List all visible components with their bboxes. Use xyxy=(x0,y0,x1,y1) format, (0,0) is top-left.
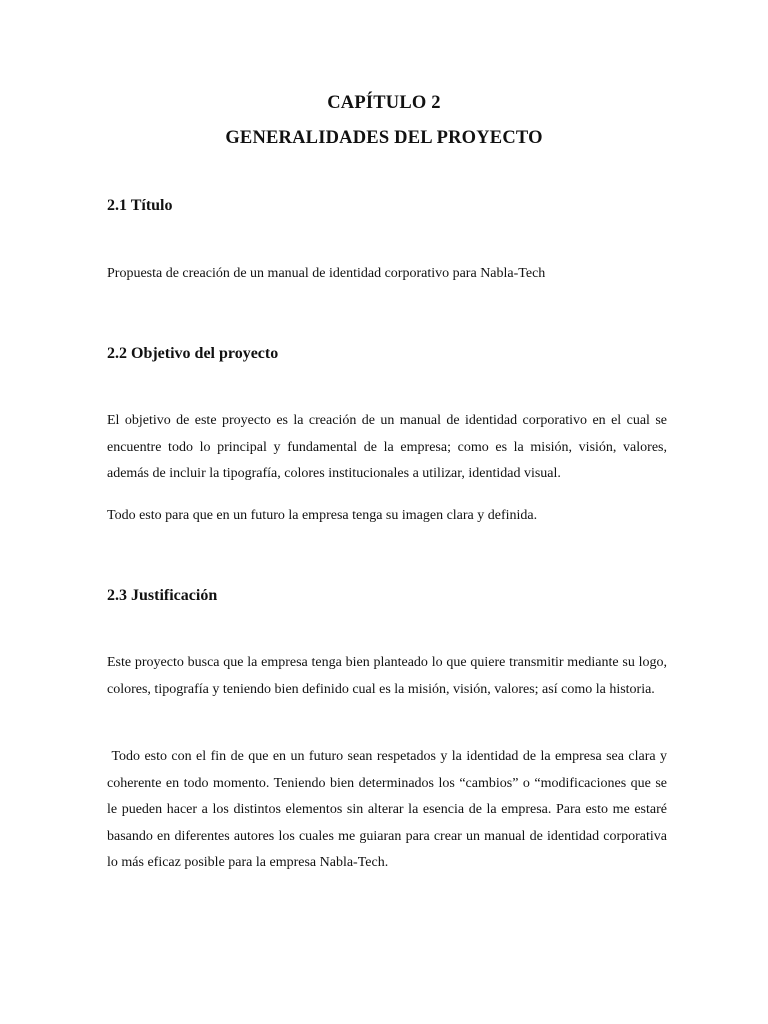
section-heading-objetivo: 2.2 Objetivo del proyecto xyxy=(107,345,279,362)
paragraph-justificacion-2: Todo esto con el fin de que en un futuro sean respetados y la identidad de la empresa sea clara y coherente en todo momento. Teniendo bien determinados los “cambios” o “modificaciones que se le pueden hacer a los distintos elementos sin alterar la esencia de la empresa. Para esto me estaré basando en diferentes autores los cuales me guiaran para crear un manual de identidad corporativa lo más eficaz posible para la empresa Nabla-Tech. xyxy=(107,749,671,870)
paragraph-justificacion-1: Este proyecto busca que la empresa tenga bien planteado lo que quiere transmitir mediante su logo, colores, tipografía y teniendo bien definido cual es la misión, visión, valores; así como la historia. xyxy=(107,655,667,697)
paragraph-titulo: Propuesta de creación de un manual de identidad corporativo para Nabla-Tech xyxy=(107,266,546,281)
paragraph-objetivo-2: Todo esto para que en un futuro la empresa tenga su imagen clara y definida. xyxy=(107,508,538,523)
chapter-number: CAPÍTULO 2 xyxy=(327,93,441,113)
paragraph-objetivo-1: El objetivo de este proyecto es la creación de un manual de identidad corporativo en el cual se encuentre todo lo principal y fundamental de la empresa; como es la misión, visión, valores, además de incluir la tipografía, colores institucionales a utilizar, identidad visual. xyxy=(107,413,667,481)
section-heading-titulo: 2.1 Título xyxy=(107,197,173,214)
chapter-title: GENERALIDADES DEL PROYECTO xyxy=(225,128,543,148)
section-heading-justificacion: 2.3 Justificación xyxy=(107,587,218,604)
